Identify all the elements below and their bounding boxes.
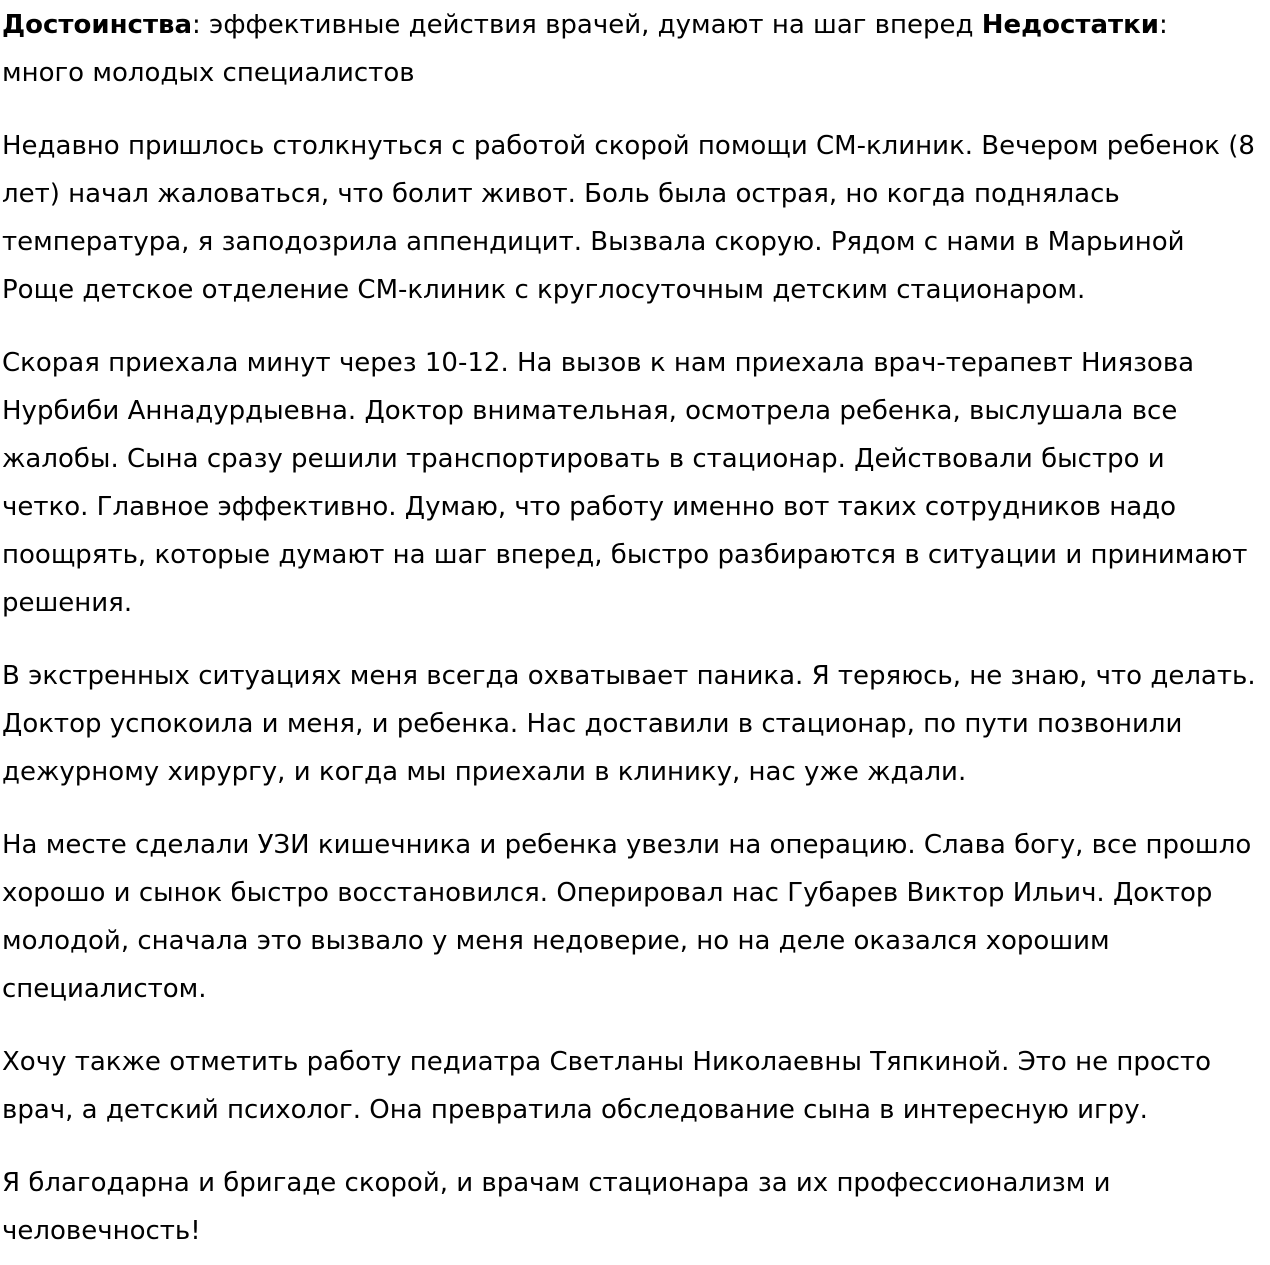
review-summary-paragraph	[2, 1, 1258, 97]
review-paragraph: Недавно пришлось столкнуться с работой скорой помощи СМ-клиник. Вечером ребенок (8 лет) начал жаловаться, что болит живот. Боль была острая, но когда поднялась температура, я заподозрила аппендицит. Вызвала скорую. Рядом с нами в Марьиной Роще детское отделение СМ-клиник с круглосуточным детским стационаром.	[2, 131, 1255, 305]
review-paragraph: На месте сделали УЗИ кишечника и ребенка увезли на операцию. Слава богу, все прошло хорошо и сынок быстро восстановился. Оперировал нас Губарев Виктор Ильич. Доктор молодой, сначала это вызвало у меня недоверие, но на деле оказался хорошим специалистом.	[2, 830, 1252, 1004]
review-paragraph: Скорая приехала минут через 10-12. На вызов к нам приехала врач-терапевт Ниязова Нурбиби Аннадурдыевна. Доктор внимательная, осмотрела ребенка, выслушала все жалобы. Сына сразу решили транспортировать в стационар. Действовали быстро и четко. Главное эффективно. Думаю, что работу именно вот таких сотрудников надо поощрять, которые думают на шаг вперед, быстро разбираются в ситуации и принимают решения.	[2, 348, 1248, 618]
cons-text: : много молодых специалистов	[2, 10, 1168, 88]
cons-label: Недостатки	[981, 10, 1159, 40]
review-paragraph: В экстренных ситуациях меня всегда охватывает паника. Я теряюсь, не знаю, что делать. Доктор успокоила и меня, и ребенка. Нас доставили в стационар, по пути позвонили дежурному хирургу, и когда мы приехали в клинику, нас уже ждали.	[2, 661, 1256, 787]
review-paragraph: Я благодарна и бригаде скорой, и врачам стационара за их профессионализм и человечность!	[2, 1168, 1111, 1246]
pros-text: : эффективные действия врачей, думают на шаг вперед	[192, 10, 982, 40]
review-paragraph: Хочу также отметить работу педиатра Светланы Николаевны Тяпкиной. Это не просто врач, а детский психолог. Она превратила обследование сына в интересную игру.	[2, 1047, 1212, 1125]
pros-label: Достоинства	[2, 10, 193, 40]
